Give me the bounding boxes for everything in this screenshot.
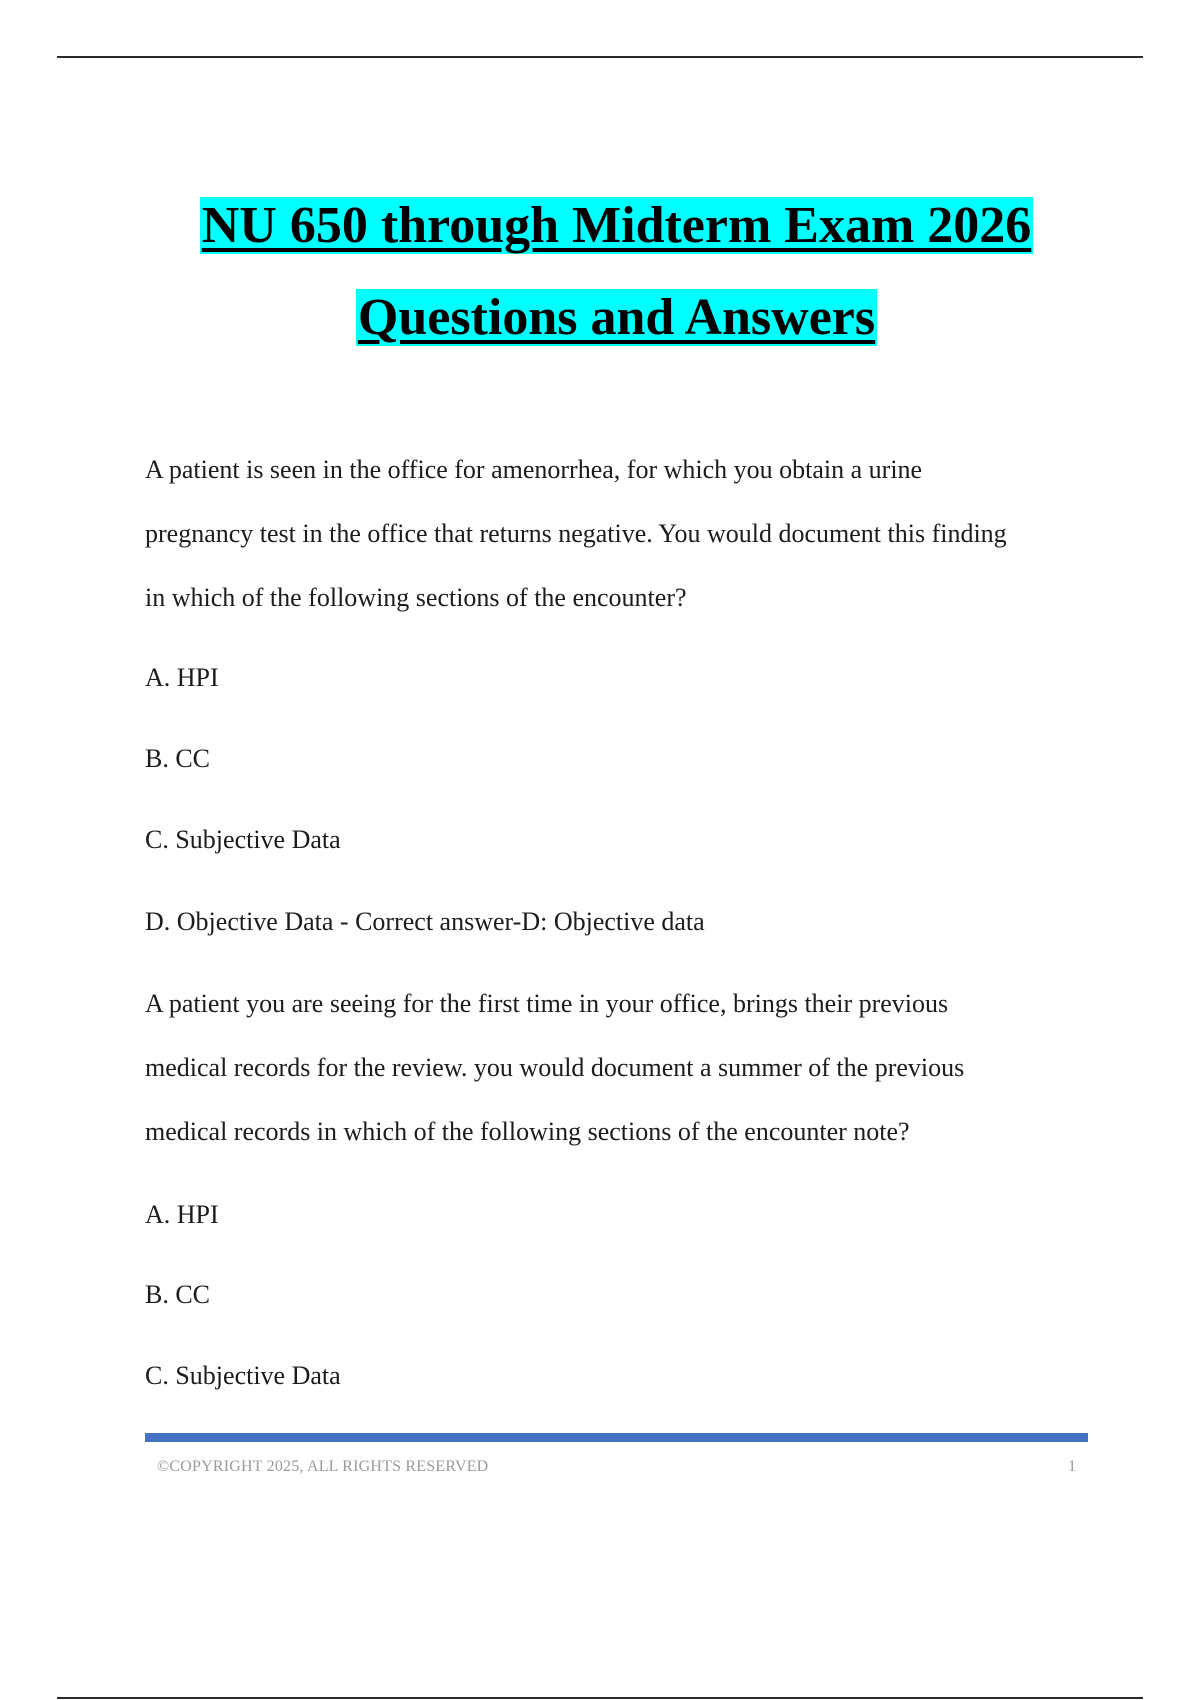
title-line-2: Questions and Answers: [357, 289, 876, 346]
question-1-option-d-answer: D. Objective Data - Correct answer-D: Objective data: [145, 907, 705, 936]
question-2-option-b: B. CC: [145, 1280, 211, 1309]
question-2-stem-line-2: medical records for the review. you would document a summer of the previous: [145, 1053, 965, 1082]
title-line-1-row: [0, 180, 1200, 272]
top-page-rule: [57, 56, 1143, 58]
question-1-stem-line-3: in which of the following sections of the encounter?: [145, 583, 687, 612]
question-1-option-a: A. HPI: [145, 663, 219, 692]
page-number: 1: [1068, 1458, 1076, 1475]
bottom-page-rule: [57, 1697, 1143, 1699]
footer-rule: [145, 1433, 1088, 1442]
question-2-option-c: C. Subjective Data: [145, 1361, 341, 1390]
title-line-2-row: [0, 272, 1200, 364]
question-1-option-b: B. CC: [145, 744, 211, 773]
question-2-option-a: A. HPI: [145, 1200, 219, 1229]
question-2-stem-line-1: A patient you are seeing for the first time in your office, brings their previous: [145, 989, 949, 1018]
question-1-option-c: C. Subjective Data: [145, 825, 341, 854]
question-1-stem-line-1: A patient is seen in the office for amenorrhea, for which you obtain a urine: [145, 455, 923, 484]
footer-copyright: ©COPYRIGHT 2025, ALL RIGHTS RESERVED: [157, 1458, 489, 1475]
document-title: [0, 180, 1200, 364]
title-line-1: NU 650 through Midterm Exam 2026: [201, 197, 1032, 254]
question-2-stem-line-3: medical records in which of the following sections of the encounter note?: [145, 1117, 910, 1146]
question-1-stem-line-2: pregnancy test in the office that returns negative. You would document this finding: [145, 519, 1007, 548]
